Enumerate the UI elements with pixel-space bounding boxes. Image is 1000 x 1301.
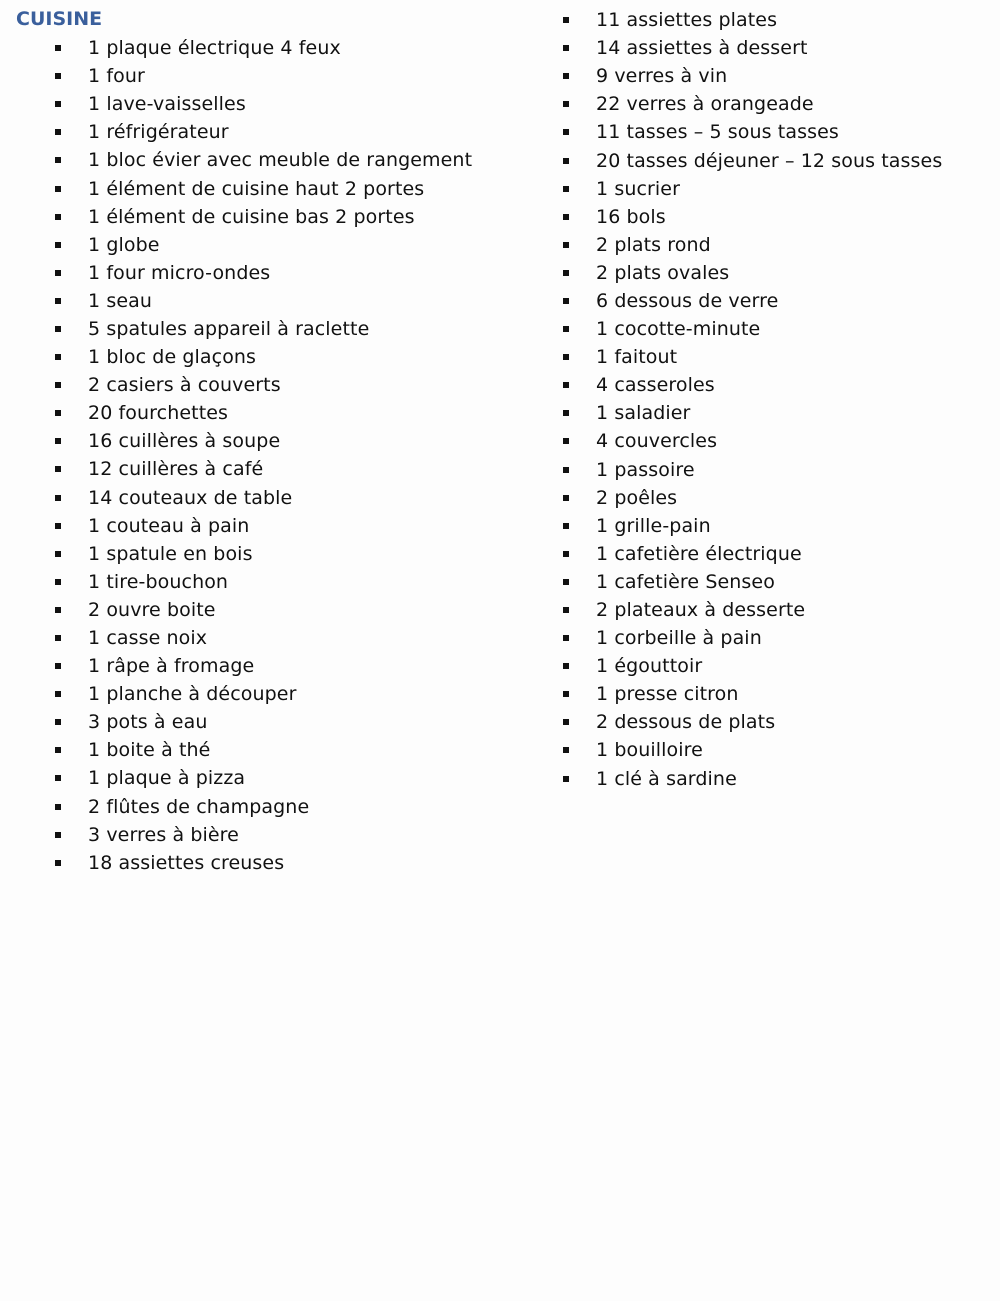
list-item	[560, 287, 990, 315]
list-item	[560, 652, 990, 680]
list-item-label: 1 passoire	[596, 458, 695, 481]
list-item	[52, 62, 522, 90]
square-bullet-icon	[563, 719, 569, 725]
list-item-label: 1 saladier	[596, 402, 691, 425]
list-item-label: 6 dessous de verre	[596, 289, 779, 312]
section-heading: CUISINE	[16, 8, 103, 30]
list-item	[560, 512, 990, 540]
list-item	[560, 456, 990, 484]
square-bullet-icon	[55, 298, 61, 304]
list-item	[560, 399, 990, 427]
list-item-label: 16 cuillères à soupe	[88, 430, 281, 453]
list-item-label: 14 couteaux de table	[88, 486, 293, 509]
list-item	[52, 624, 522, 652]
list-item	[52, 399, 522, 427]
square-bullet-icon	[563, 101, 569, 107]
square-bullet-icon	[563, 382, 569, 388]
square-bullet-icon	[55, 242, 61, 248]
list-item	[560, 371, 990, 399]
square-bullet-icon	[55, 804, 61, 810]
list-item	[560, 203, 990, 231]
list-item	[560, 680, 990, 708]
list-item-label: 1 lave-vaisselles	[88, 93, 246, 116]
list-item	[52, 90, 522, 118]
list-item	[52, 821, 522, 849]
list-item	[52, 315, 522, 343]
square-bullet-icon	[563, 467, 569, 473]
list-item-label: 1 clé à sardine	[596, 767, 737, 790]
right-item-list	[560, 6, 990, 793]
list-item	[560, 568, 990, 596]
square-bullet-icon	[563, 129, 569, 135]
list-item	[52, 736, 522, 764]
list-item	[52, 708, 522, 736]
list-item-label: 1 four micro-ondes	[88, 261, 271, 284]
square-bullet-icon	[563, 45, 569, 51]
list-item	[560, 175, 990, 203]
square-bullet-icon	[563, 747, 569, 753]
list-item	[560, 146, 990, 174]
square-bullet-icon	[55, 523, 61, 529]
square-bullet-icon	[563, 776, 569, 782]
square-bullet-icon	[563, 186, 569, 192]
list-item-label: 2 plats ovales	[596, 261, 730, 284]
list-item-label: 2 flûtes de champagne	[88, 795, 310, 818]
square-bullet-icon	[563, 438, 569, 444]
list-item-label: 1 cafetière Senseo	[596, 570, 775, 593]
square-bullet-icon	[55, 326, 61, 332]
list-item	[560, 736, 990, 764]
square-bullet-icon	[563, 158, 569, 164]
list-item-label: 22 verres à orangeade	[596, 93, 814, 116]
square-bullet-icon	[563, 73, 569, 79]
square-bullet-icon	[55, 354, 61, 360]
square-bullet-icon	[55, 438, 61, 444]
list-item-label: 1 four	[88, 65, 145, 88]
list-item-label: 2 dessous de plats	[596, 711, 776, 734]
square-bullet-icon	[55, 466, 61, 472]
square-bullet-icon	[55, 101, 61, 107]
list-item-label: 2 ouvre boite	[88, 598, 216, 621]
list-item-label: 14 assiettes à dessert	[596, 37, 808, 60]
list-item-label: 1 faitout	[596, 346, 678, 369]
list-item	[560, 427, 990, 455]
square-bullet-icon	[55, 635, 61, 641]
square-bullet-icon	[563, 495, 569, 501]
square-bullet-icon	[55, 860, 61, 866]
list-item-label: 1 casse noix	[88, 627, 208, 650]
square-bullet-icon	[55, 186, 61, 192]
list-item	[52, 512, 522, 540]
list-item-label: 1 sucrier	[596, 177, 681, 200]
square-bullet-icon	[563, 635, 569, 641]
list-item-label: 4 couvercles	[596, 430, 718, 453]
list-item	[560, 90, 990, 118]
list-item	[560, 343, 990, 371]
list-item-label: 12 cuillères à café	[88, 458, 264, 481]
list-item-label: 2 poêles	[596, 486, 678, 509]
list-item-label: 1 réfrigérateur	[88, 121, 229, 144]
list-item-label: 11 tasses – 5 sous tasses	[596, 121, 839, 144]
list-item-label: 20 tasses déjeuner – 12 sous tasses	[596, 149, 943, 172]
list-item-label: 1 cocotte-minute	[596, 318, 761, 341]
square-bullet-icon	[55, 214, 61, 220]
list-item-label: 1 élément de cuisine bas 2 portes	[88, 205, 415, 228]
square-bullet-icon	[55, 73, 61, 79]
square-bullet-icon	[55, 775, 61, 781]
square-bullet-icon	[563, 17, 569, 23]
list-item-label: 2 plateaux à desserte	[596, 599, 806, 622]
list-item-label: 5 spatules appareil à raclette	[88, 317, 370, 340]
list-item-label: 1 couteau à pain	[88, 514, 250, 537]
list-item-label: 20 fourchettes	[88, 402, 229, 425]
list-item	[52, 231, 522, 259]
list-item	[52, 118, 522, 146]
list-item	[52, 146, 522, 174]
left-item-list	[52, 34, 522, 877]
square-bullet-icon	[55, 719, 61, 725]
square-bullet-icon	[55, 129, 61, 135]
list-item-label: 1 bloc évier avec meuble de rangement	[88, 149, 473, 172]
list-item-label: 1 seau	[88, 289, 153, 312]
list-item	[52, 484, 522, 512]
square-bullet-icon	[55, 157, 61, 163]
square-bullet-icon	[55, 832, 61, 838]
list-item	[52, 596, 522, 624]
list-item	[560, 708, 990, 736]
list-item-label: 9 verres à vin	[596, 65, 728, 88]
list-item	[52, 371, 522, 399]
list-item	[560, 62, 990, 90]
list-item	[560, 315, 990, 343]
list-item	[560, 6, 990, 34]
list-item	[560, 484, 990, 512]
square-bullet-icon	[563, 691, 569, 697]
list-item-label: 2 plats rond	[596, 233, 711, 256]
list-item-label: 16 bols	[596, 205, 666, 228]
list-item	[560, 765, 990, 793]
square-bullet-icon	[55, 382, 61, 388]
list-item-label: 11 assiettes plates	[596, 9, 778, 32]
square-bullet-icon	[563, 270, 569, 276]
list-item-label: 1 presse citron	[596, 683, 739, 706]
square-bullet-icon	[55, 410, 61, 416]
list-item-label: 1 boite à thé	[88, 739, 211, 762]
list-item-label: 1 grille-pain	[596, 514, 711, 537]
list-item-label: 3 verres à bière	[88, 823, 239, 846]
list-item	[52, 34, 522, 62]
list-item	[52, 455, 522, 483]
square-bullet-icon	[55, 579, 61, 585]
list-item	[560, 596, 990, 624]
list-item	[560, 34, 990, 62]
square-bullet-icon	[55, 663, 61, 669]
list-item	[560, 118, 990, 146]
list-item	[560, 259, 990, 287]
list-item-label: 1 cafetière électrique	[596, 542, 802, 565]
list-item-label: 18 assiettes creuses	[88, 851, 285, 874]
list-item	[560, 540, 990, 568]
list-item-label: 1 bouilloire	[596, 739, 703, 762]
square-bullet-icon	[55, 495, 61, 501]
list-item	[52, 764, 522, 792]
list-item-label: 1 tire-bouchon	[88, 570, 229, 593]
square-bullet-icon	[55, 691, 61, 697]
square-bullet-icon	[55, 607, 61, 613]
square-bullet-icon	[563, 298, 569, 304]
list-item-label: 1 planche à découper	[88, 683, 297, 706]
list-item-label: 1 égouttoir	[596, 655, 703, 678]
list-item	[560, 231, 990, 259]
list-item	[52, 680, 522, 708]
square-bullet-icon	[563, 579, 569, 585]
list-item	[52, 427, 522, 455]
square-bullet-icon	[563, 607, 569, 613]
list-item-label: 1 spatule en bois	[88, 542, 253, 565]
square-bullet-icon	[563, 551, 569, 557]
square-bullet-icon	[55, 551, 61, 557]
list-item	[52, 849, 522, 877]
list-item-label: 1 globe	[88, 233, 160, 256]
list-item-label: 1 élément de cuisine haut 2 portes	[88, 177, 425, 200]
list-item	[52, 652, 522, 680]
list-item	[52, 343, 522, 371]
square-bullet-icon	[563, 663, 569, 669]
square-bullet-icon	[563, 523, 569, 529]
square-bullet-icon	[563, 326, 569, 332]
square-bullet-icon	[55, 45, 61, 51]
list-item	[52, 259, 522, 287]
list-item	[52, 287, 522, 315]
list-item-label: 1 plaque électrique 4 feux	[88, 37, 341, 60]
list-item	[52, 793, 522, 821]
list-item-label: 2 casiers à couverts	[88, 374, 281, 397]
list-item-label: 3 pots à eau	[88, 711, 208, 734]
list-item-label: 4 casseroles	[596, 374, 715, 397]
square-bullet-icon	[563, 242, 569, 248]
square-bullet-icon	[563, 214, 569, 220]
square-bullet-icon	[55, 747, 61, 753]
list-item	[52, 174, 522, 202]
list-item	[52, 203, 522, 231]
square-bullet-icon	[563, 354, 569, 360]
list-item-label: 1 corbeille à pain	[596, 627, 762, 650]
list-item-label: 1 bloc de glaçons	[88, 346, 257, 369]
list-item-label: 1 plaque à pizza	[88, 767, 246, 790]
list-item-label: 1 râpe à fromage	[88, 655, 255, 678]
list-item	[52, 568, 522, 596]
list-item	[52, 540, 522, 568]
square-bullet-icon	[563, 410, 569, 416]
list-item	[560, 624, 990, 652]
square-bullet-icon	[55, 270, 61, 276]
